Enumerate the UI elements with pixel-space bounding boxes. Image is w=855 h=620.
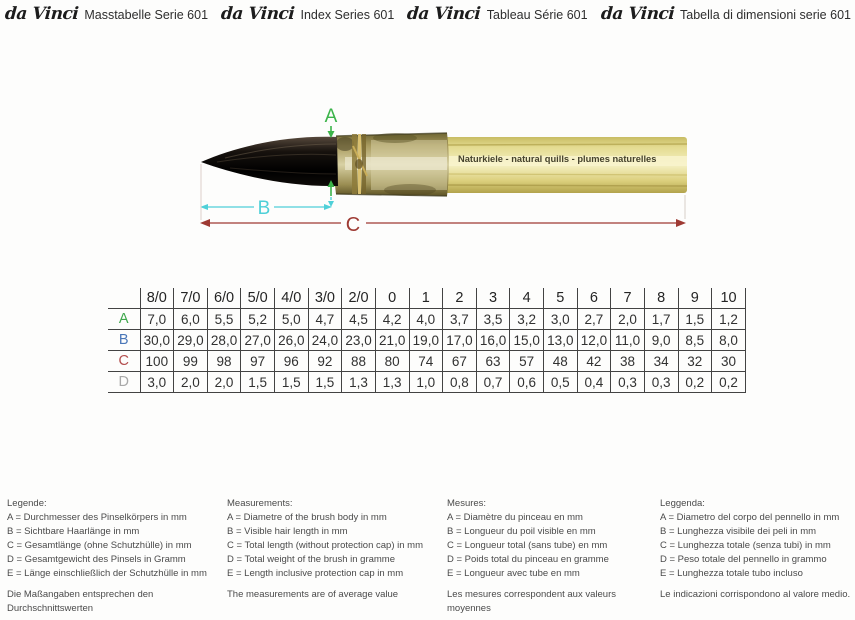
value-cell: 8,5 bbox=[678, 330, 712, 351]
legend-line: E = Lunghezza totale tubo incluso bbox=[660, 568, 803, 579]
size-column-header: 10 bbox=[712, 288, 746, 309]
value-cell: 17,0 bbox=[443, 330, 477, 351]
brush-illustration bbox=[195, 100, 735, 240]
legend-title: Leggenda: bbox=[660, 498, 705, 509]
size-column-header: 3/0 bbox=[308, 288, 342, 309]
value-cell: 9,0 bbox=[644, 330, 678, 351]
size-column-header: 5 bbox=[544, 288, 578, 309]
value-cell: 11,0 bbox=[611, 330, 645, 351]
value-cell: 21,0 bbox=[375, 330, 409, 351]
value-cell: 88 bbox=[342, 351, 376, 372]
legend-footer: Die Maßangaben entsprechen den Durchschnittswerten bbox=[7, 589, 154, 614]
value-cell: 19,0 bbox=[409, 330, 443, 351]
handle-imprint-text: Naturkiele - natural quills - plumes naturelles bbox=[458, 154, 657, 164]
value-cell: 2,0 bbox=[207, 372, 241, 393]
legend-footer: Les mesures correspondent aux valeurs moyennes bbox=[447, 589, 616, 614]
value-cell: 27,0 bbox=[241, 330, 275, 351]
legend-line: B = Sichtbare Haarlänge in mm bbox=[7, 526, 140, 537]
value-cell: 1,5 bbox=[275, 372, 309, 393]
value-cell: 92 bbox=[308, 351, 342, 372]
value-cell: 2,0 bbox=[174, 372, 208, 393]
header-title: Masstabelle Serie 601 bbox=[84, 8, 209, 22]
value-cell: 0,3 bbox=[644, 372, 678, 393]
legend-line: C = Gesamtlänge (ohne Schutzhülle) in mm bbox=[7, 540, 192, 551]
legend-line: C = Total length (without protection cap) in mm bbox=[227, 540, 423, 551]
value-cell: 4,5 bbox=[342, 309, 376, 330]
value-cell: 99 bbox=[174, 351, 208, 372]
value-cell: 7,0 bbox=[140, 309, 174, 330]
value-cell: 42 bbox=[577, 351, 611, 372]
value-cell: 57 bbox=[510, 351, 544, 372]
value-cell: 48 bbox=[544, 351, 578, 372]
header-item-2 bbox=[221, 4, 394, 24]
table-corner-cell bbox=[108, 288, 140, 309]
legend-title: Mesures: bbox=[447, 498, 487, 509]
value-cell: 12,0 bbox=[577, 330, 611, 351]
value-cell: 0,8 bbox=[443, 372, 477, 393]
value-cell: 80 bbox=[375, 351, 409, 372]
dimension-a-label: A bbox=[324, 106, 338, 127]
size-column-header: 6/0 bbox=[207, 288, 241, 309]
size-column-header: 2 bbox=[443, 288, 477, 309]
value-cell: 74 bbox=[409, 351, 443, 372]
table-row-A bbox=[108, 309, 746, 330]
legend-line: B = Longueur du poil visible en mm bbox=[447, 526, 596, 537]
legend-line: D = Peso totale del pennello in grammo bbox=[660, 554, 827, 565]
legend-column-1 bbox=[7, 497, 215, 616]
value-cell: 30 bbox=[712, 351, 746, 372]
legend-line: B = Visible hair length in mm bbox=[227, 526, 348, 537]
legend-line: A = Durchmesser des Pinselkörpers in mm bbox=[7, 512, 187, 523]
legend-column-4 bbox=[660, 497, 855, 602]
value-cell: 1,5 bbox=[241, 372, 275, 393]
header-title: Index Series 601 bbox=[300, 8, 395, 22]
legend-footer: The measurements are of average value bbox=[227, 589, 399, 600]
value-cell: 4,2 bbox=[375, 309, 409, 330]
dimension-b bbox=[200, 198, 332, 219]
row-label-B: B bbox=[108, 330, 140, 351]
dimension-c-label: C bbox=[345, 214, 361, 236]
size-column-header: 4 bbox=[510, 288, 544, 309]
value-cell: 3,5 bbox=[476, 309, 510, 330]
value-cell: 63 bbox=[476, 351, 510, 372]
value-cell: 16,0 bbox=[476, 330, 510, 351]
value-cell: 34 bbox=[644, 351, 678, 372]
header-item-1 bbox=[5, 4, 208, 24]
brand-logo: da Vinci bbox=[599, 4, 675, 24]
value-cell: 32 bbox=[678, 351, 712, 372]
header-title: Tabella di dimensioni serie 601 bbox=[680, 8, 851, 22]
value-cell: 5,5 bbox=[207, 309, 241, 330]
size-column-header: 7/0 bbox=[174, 288, 208, 309]
value-cell: 96 bbox=[275, 351, 309, 372]
value-cell: 4,7 bbox=[308, 309, 342, 330]
value-cell: 0,2 bbox=[678, 372, 712, 393]
legend-line: B = Lunghezza visibile dei peli in mm bbox=[660, 526, 817, 537]
header-item-4 bbox=[601, 4, 851, 24]
value-cell: 1,3 bbox=[375, 372, 409, 393]
legend-line: E = Longueur avec tube en mm bbox=[447, 568, 580, 579]
table-header-row bbox=[108, 288, 746, 309]
legend-column-3 bbox=[447, 497, 643, 616]
legend-line: E = Länge einschließlich der Schutzhülle in mm bbox=[7, 568, 207, 579]
legend-line: D = Poids total du pinceau en gramme bbox=[447, 554, 609, 565]
table-row-C bbox=[108, 351, 746, 372]
row-label-D: D bbox=[108, 372, 140, 393]
quill-ferrule bbox=[334, 133, 449, 196]
value-cell: 1,5 bbox=[678, 309, 712, 330]
size-column-header: 1 bbox=[409, 288, 443, 309]
value-cell: 28,0 bbox=[207, 330, 241, 351]
value-cell: 100 bbox=[140, 351, 174, 372]
size-column-header: 7 bbox=[611, 288, 645, 309]
value-cell: 3,0 bbox=[544, 309, 578, 330]
value-cell: 24,0 bbox=[308, 330, 342, 351]
value-cell: 29,0 bbox=[174, 330, 208, 351]
value-cell: 0,3 bbox=[611, 372, 645, 393]
legend-title: Legende: bbox=[7, 498, 47, 509]
value-cell: 26,0 bbox=[275, 330, 309, 351]
size-column-header: 3 bbox=[476, 288, 510, 309]
legend-column-2 bbox=[227, 497, 441, 602]
legend-line: A = Diamètre du pinceau en mm bbox=[447, 512, 583, 523]
brush-handle bbox=[443, 137, 687, 193]
legend-line: D = Total weight of the brush in gramme bbox=[227, 554, 396, 565]
value-cell: 98 bbox=[207, 351, 241, 372]
wire-wrap bbox=[352, 134, 367, 194]
value-cell: 1,7 bbox=[644, 309, 678, 330]
header-title: Tableau Série 601 bbox=[486, 8, 588, 22]
value-cell: 1,2 bbox=[712, 309, 746, 330]
value-cell: 2,0 bbox=[611, 309, 645, 330]
brush-hair bbox=[201, 137, 338, 186]
row-label-C: C bbox=[108, 351, 140, 372]
table-row-B bbox=[108, 330, 746, 351]
row-label-A: A bbox=[108, 309, 140, 330]
value-cell: 13,0 bbox=[544, 330, 578, 351]
legend-line: A = Diametre of the brush body in mm bbox=[227, 512, 387, 523]
size-column-header: 9 bbox=[678, 288, 712, 309]
value-cell: 3,2 bbox=[510, 309, 544, 330]
header bbox=[5, 4, 851, 24]
value-cell: 23,0 bbox=[342, 330, 376, 351]
value-cell: 1,5 bbox=[308, 372, 342, 393]
value-cell: 15,0 bbox=[510, 330, 544, 351]
legend-line: D = Gesamtgewicht des Pinsels in Gramm bbox=[7, 554, 186, 565]
brand-logo: da Vinci bbox=[406, 4, 482, 24]
size-column-header: 4/0 bbox=[275, 288, 309, 309]
value-cell: 0,4 bbox=[577, 372, 611, 393]
value-cell: 5,0 bbox=[275, 309, 309, 330]
value-cell: 3,0 bbox=[140, 372, 174, 393]
brand-logo: da Vinci bbox=[220, 4, 296, 24]
size-column-header: 2/0 bbox=[342, 288, 376, 309]
value-cell: 2,7 bbox=[577, 309, 611, 330]
value-cell: 6,0 bbox=[174, 309, 208, 330]
legend-title: Measurements: bbox=[227, 498, 293, 509]
value-cell: 38 bbox=[611, 351, 645, 372]
value-cell: 0,2 bbox=[712, 372, 746, 393]
value-cell: 0,5 bbox=[544, 372, 578, 393]
size-column-header: 8 bbox=[644, 288, 678, 309]
value-cell: 1,0 bbox=[409, 372, 443, 393]
legend-line: A = Diametro del corpo del pennello in mm bbox=[660, 512, 840, 523]
legend-footer: Le indicazioni corrispondono al valore medio. bbox=[660, 589, 851, 600]
value-cell: 5,2 bbox=[241, 309, 275, 330]
value-cell: 1,3 bbox=[342, 372, 376, 393]
value-cell: 30,0 bbox=[140, 330, 174, 351]
dimension-b-label: B bbox=[257, 198, 271, 219]
brand-logo: da Vinci bbox=[4, 4, 80, 24]
size-column-header: 0 bbox=[375, 288, 409, 309]
value-cell: 0,6 bbox=[510, 372, 544, 393]
size-table bbox=[108, 288, 746, 393]
value-cell: 67 bbox=[443, 351, 477, 372]
value-cell: 8,0 bbox=[712, 330, 746, 351]
value-cell: 4,0 bbox=[409, 309, 443, 330]
size-column-header: 6 bbox=[577, 288, 611, 309]
legend-line: C = Longueur total (sans tube) en mm bbox=[447, 540, 608, 551]
value-cell: 3,7 bbox=[443, 309, 477, 330]
table-row-D bbox=[108, 372, 746, 393]
size-column-header: 8/0 bbox=[140, 288, 174, 309]
size-column-header: 5/0 bbox=[241, 288, 275, 309]
legend-line: C = Lunghezza totale (senza tubi) in mm bbox=[660, 540, 831, 551]
value-cell: 0,7 bbox=[476, 372, 510, 393]
brush-figure bbox=[195, 100, 735, 240]
legend-line: E = Length inclusive protection cap in mm bbox=[227, 568, 404, 579]
header-item-3 bbox=[407, 4, 587, 24]
value-cell: 97 bbox=[241, 351, 275, 372]
